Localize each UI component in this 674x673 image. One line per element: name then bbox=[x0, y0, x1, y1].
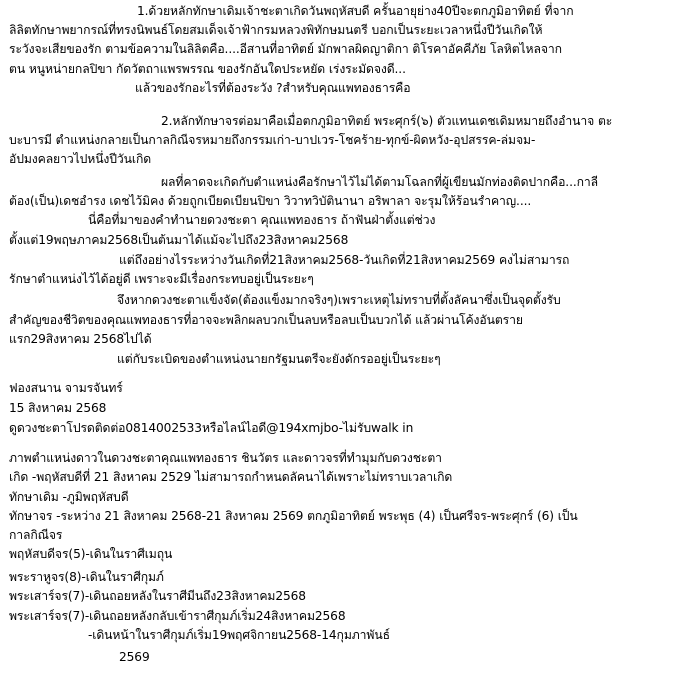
chart-line-5: กาลกิณีจร bbox=[9, 528, 63, 542]
chart-line-6: พฤหัสบดีจร(5)-เดินในราศีเมถุน bbox=[9, 547, 173, 561]
p2-line-9: รักษาตำแหน่งไว้ได้อยู่ดี เพราะจะมีเรื่องกระทบอยู่เป็นระยะๆ bbox=[9, 272, 314, 286]
article-date: 15 สิงหาคม 2568 bbox=[9, 401, 107, 415]
chart-line-7: พระราหูจร(8)-เดินในราศีกุมภ์ bbox=[9, 570, 164, 584]
p2-line-10: จึงหากดวงชะตาแข็งจัด(ต้องแข็งมากจริงๆ)เพราะเหตุไม่ทราบที่ตั้งลัคนาซึ่งเป็นจุดตั้งรับ bbox=[117, 293, 561, 307]
chart-line-10: -เดินหน้าในราศีกุมภ์เริ่ม19พฤศจิกายน2568-14กุมภาพันธ์ bbox=[88, 628, 390, 642]
chart-line-3: ทักษาเดิม -ภูมิพฤหัสบดี bbox=[9, 490, 129, 504]
chart-line-11: 2569 bbox=[119, 650, 150, 664]
p2-line-5: ต้อง(เป็น)เดชอำรง เดชไว้มิคง ด้วยถูกเบียดเบียนปิขา วิวาทวิบัตินานา อริพาลา จะรุมให้ร้อนรำคาญ.... bbox=[9, 194, 532, 208]
chart-line-4: ทักษาจร -ระหว่าง 21 สิงหาคม 2568-21 สิงหาคม 2569 ตกภูมิอาทิตย์ พระพุธ (4) เป็นศรีจร-พระศุกร์ (6) เป็น bbox=[9, 509, 578, 523]
author-name: ฟองสนาน จามรจันทร์ bbox=[9, 381, 123, 395]
p2-line-8: แต่ถึงอย่างไรระหว่างวันเกิดที่21สิงหาคม2568-วันเกิดที่21สิงหาคม2569 คงไม่สามารถ bbox=[119, 253, 570, 267]
p2-line-7: ตั้งแต่19พฤษภาคม2568เป็นต้นมาได้แม้จะไปถึง23สิงหาคม2568 bbox=[9, 233, 349, 247]
chart-line-8: พระเสาร์จร(7)-เดินถอยหลังในราศีมีนถึง23สิงหาคม2568 bbox=[9, 589, 306, 603]
p1-line-2: ลิลิตทักษาพยากรณ์ที่ทรงนิพนธ์โดยสมเด็จเจ้าฟ้ากรมหลวงพิทักษมนตรี บอกเป็นระยะเวลาหนึ่งปีวันเกิดให้ bbox=[9, 23, 543, 37]
chart-line-1: ภาพตำแหน่งดาวในดวงชะตาคุณแพทองธาร ชินวัตร และดาวจรที่ทำมุมกับดวงชะตา bbox=[9, 451, 442, 465]
contact-line: ดูดวงชะตาโปรดติดต่อ0814002533หรือไลน์ไอดี@194xmjbo-ไม่รับwalk in bbox=[9, 421, 414, 435]
p2-line-3: อัปมงคลยาวไปหนึ่งปีวันเกิด bbox=[9, 152, 152, 166]
p1-line-5: แล้วของรักอะไรที่ต้องระวัง ?สำหรับคุณแพทองธารคือ bbox=[135, 81, 411, 95]
chart-line-2: เกิด -พฤหัสบดีที่ 21 สิงหาคม 2529 ไม่สามารถกำหนดลัคนาได้เพราะไม่ทราบเวลาเกิด bbox=[9, 470, 453, 484]
p2-line-11: สำคัญของชีวิตของคุณแพทองธารที่อาจจะพลิกผลบวกเป็นลบหรือลบเป็นบวกได้ แล้วผ่านโค้งอันตราย bbox=[9, 313, 523, 327]
p1-line-1: 1.ด้วยหลักทักษาเดิมเจ้าชะตาเกิดวันพฤหัสบดี ครั้นอายุย่าง40ปีจะตกภูมิอาทิตย์ ที่จาก bbox=[137, 4, 574, 18]
p2-line-12: แรก29สิงหาคม 2568ไปได้ bbox=[9, 332, 152, 346]
p1-line-4: ตน หนูหน่ายกลปิขา กัดวัตถาแพรพรรณ ของรักอันใดประหยัด เร่งระมัดจงดี... bbox=[9, 62, 406, 76]
p2-line-4: ผลที่คาดจะเกิดกับตำแหน่งคือรักษาไว้ไม่ได้ตามโฉลกที่ผู้เขียนมักท่องติดปากคือ...กาลี bbox=[161, 175, 599, 189]
p2-line-1: 2.หลักทักษาจรต่อมาคือเมื่อตกภูมิอาทิตย์ พระศุกร์(๖) ตัวแทนเดชเดิมหมายถึงอำนาจ ตะ bbox=[161, 114, 613, 128]
p1-line-3: ระวังจะเสียของรัก ตามข้อความในลิลิตคือ....อีสานที่อาทิตย์ มักพาลผิดญาติกา ติโรคาอัคคีภัย โลหิตไหลจาก bbox=[9, 42, 562, 56]
p2-line-13: แต่กับระเบิดของตำแหน่งนายกรัฐมนตรีจะยังดักรออยู่เป็นระยะๆ bbox=[117, 352, 441, 366]
chart-line-9: พระเสาร์จร(7)-เดินถอยหลังกลับเข้าราศีกุมภ์เริ่ม24สิงหาคม2568 bbox=[9, 609, 346, 623]
p2-line-6: นี่คือที่มาของคำทำนายดวงชะตา คุณแพทองธาร ถ้าฟันฝ่าตั้งแต่ช่วง bbox=[88, 213, 436, 227]
p2-line-2: บะบารมี ตำแหน่งกลายเป็นกาลกิณีจรหมายถึงกรรมเก่า-บาปเวร-โชคร้าย-ทุกข์-ผิดหวัง-อุปสรรค-ล่มจม- bbox=[9, 133, 536, 147]
